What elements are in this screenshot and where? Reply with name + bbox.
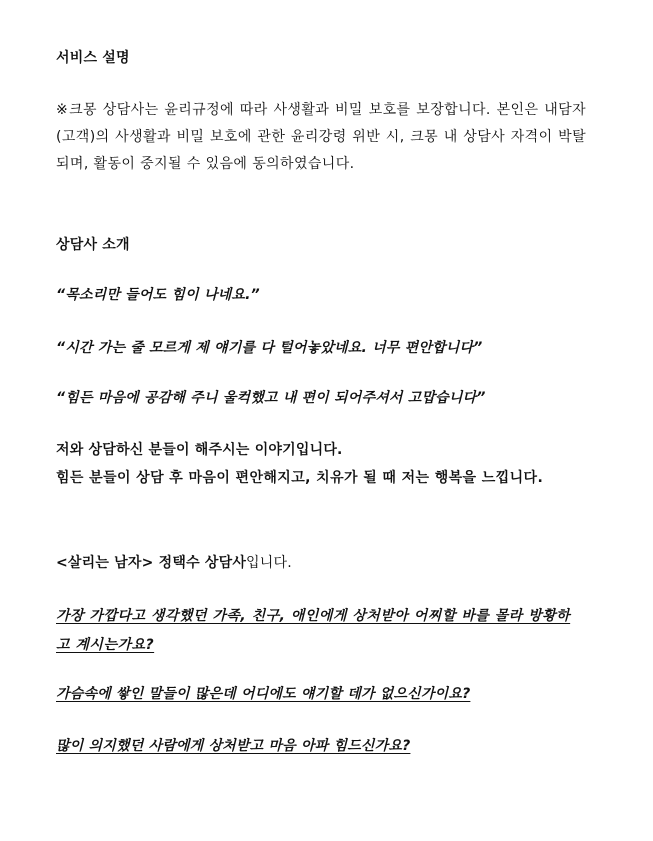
counselor-intro-name: <살리는 남자> 정택수 상담사: [56, 555, 247, 571]
question-text: 가장 가깝다고 생각했던 가족, 친구, 애인에게 상처받아 어찌할 바를 몰라 방황하고 계시는가요?: [56, 608, 571, 653]
testimonial-quote: “목소리만 들어도 힘이 나네요.”: [56, 287, 260, 303]
testimonial-quote: “힘든 마음에 공감해 주니 울컥했고 내 편이 되어주셔서 고맙습니다”: [56, 390, 486, 406]
counselor-intro-tail: 입니다.: [246, 555, 292, 571]
counselor-heading: 상담사 소개: [56, 237, 130, 253]
service-heading: 서비스 설명: [56, 50, 130, 66]
counselor-message-line: 힘든 분들이 상담 후 마음이 편안해지고, 치유가 될 때 저는 행복을 느낍니다.: [56, 470, 544, 486]
service-description: ※크몽 상담사는 윤리규정에 따라 사생활과 비밀 보호를 보장합니다. 본인은 내담자(고객)의 사생활과 비밀 보호에 관한 윤리강령 위반 시, 크몽 내 상담사 자격이 박탈되며, 활동이 중지될 수 있음에 동의하였습니다.: [56, 102, 586, 172]
testimonial-quote: “시간 가는 줄 모르게 제 얘기를 다 털어놓았네요. 너무 편안합니다”: [56, 340, 483, 356]
counselor-message-line: 저와 상담하신 분들이 해주시는 이야기입니다.: [56, 442, 343, 458]
question-text: 많이 의지했던 사람에게 상처받고 마음 아파 힘드신가요?: [56, 738, 411, 754]
counselor-intro: [56, 553, 586, 573]
question-text: 가슴속에 쌓인 말들이 많은데 어디에도 얘기할 데가 없으신가이요?: [56, 686, 471, 702]
